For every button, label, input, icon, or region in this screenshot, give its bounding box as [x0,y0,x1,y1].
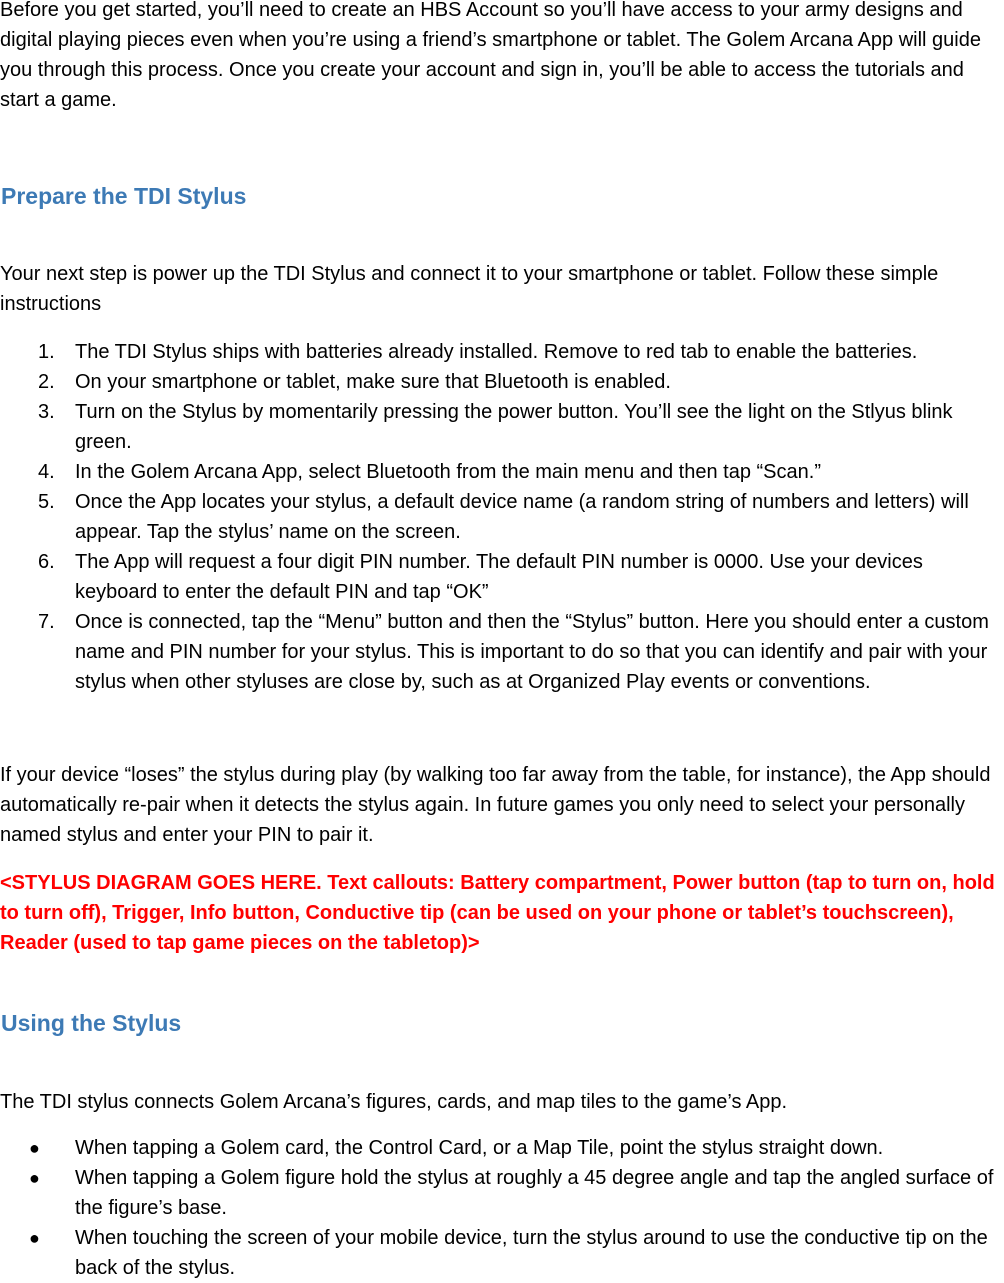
section-heading-prepare-stylus: Prepare the TDI Stylus [1,183,247,209]
list-item [0,457,1000,487]
step-number: 7. [38,611,55,633]
tip-text: When touching the screen of your mobile device, turn the stylus around to use the conductive tip on the back of the stylus. [75,1227,988,1279]
list-item [0,1163,1000,1223]
list-item [0,487,1000,547]
intro-paragraph: Before you get started, you’ll need to create an HBS Account so you’ll have access to your army designs and digital playing pieces even when you’re using a friend’s smartphone or tablet. The Golem Arcana App will guide you through this process. Once you create your account and sign in, you’ll be able to access the tutorials and start a game. [0,0,981,111]
list-item [0,547,1000,607]
step-text: On your smartphone or tablet, make sure that Bluetooth is enabled. [75,371,671,393]
using-lead-paragraph: The TDI stylus connects Golem Arcana’s figures, cards, and map tiles to the game’s App. [0,1091,788,1113]
stylus-setup-steps [0,337,1004,697]
list-item [0,397,1000,457]
step-text: Once is connected, tap the “Menu” button and then the “Stylus” button. Here you should enter a custom name and PIN number for your stylus. This is important to do so that you can identify and pair with your stylus when other styluses are close by, such as at Organized Play events or conventions. [75,611,989,693]
stylus-diagram-placeholder: <STYLUS DIAGRAM GOES HERE. Text callouts: Battery compartment, Power button (tap to turn on, hold to turn off), Trigger, Info button, Conductive tip (can be used on your phone or tablet’s touchscreen), Reader (used to tap game pieces on the tabletop)> [0,872,995,954]
list-item [0,367,1000,397]
step-text: Once the App locates your stylus, a default device name (a random string of numbers and letters) will appear. Tap the stylus’ name on the screen. [75,491,969,543]
bullet-icon: ● [29,1168,40,1188]
step-text: The TDI Stylus ships with batteries already installed. Remove to red tab to enable the batteries. [75,341,918,363]
bullet-icon: ● [29,1138,40,1158]
bullet-icon: ● [29,1228,40,1248]
step-text: Turn on the Stylus by momentarily pressing the power button. You’ll see the light on the Stlyus blink green. [75,401,953,453]
list-item [0,1133,1000,1163]
step-number: 6. [38,551,55,573]
list-item [0,337,1000,367]
list-item [0,607,1000,697]
step-number: 3. [38,401,55,423]
step-text: In the Golem Arcana App, select Bluetooth from the main menu and then tap “Scan.” [75,461,821,483]
step-number: 4. [38,461,55,483]
step-number: 2. [38,371,55,393]
prepare-lead-paragraph: Your next step is power up the TDI Stylus and connect it to your smartphone or tablet. Follow these simple instructions [0,263,939,315]
list-item [0,1223,1000,1283]
step-number: 1. [38,341,55,363]
tip-text: When tapping a Golem card, the Control Card, or a Map Tile, point the stylus straight down. [75,1137,884,1159]
stylus-usage-tips [0,1133,1004,1283]
step-text: The App will request a four digit PIN number. The default PIN number is 0000. Use your devices keyboard to enter the default PIN and tap “OK” [75,551,923,603]
repair-info-paragraph: If your device “loses” the stylus during play (by walking too far away from the table, for instance), the App should automatically re-pair when it detects the stylus again. In future games you only need to select your personally named stylus and enter your PIN to pair it. [0,764,991,846]
tip-text: When tapping a Golem figure hold the stylus at roughly a 45 degree angle and tap the angled surface of the figure’s base. [75,1167,994,1219]
section-heading-using-stylus: Using the Stylus [1,1010,182,1036]
step-number: 5. [38,491,55,513]
